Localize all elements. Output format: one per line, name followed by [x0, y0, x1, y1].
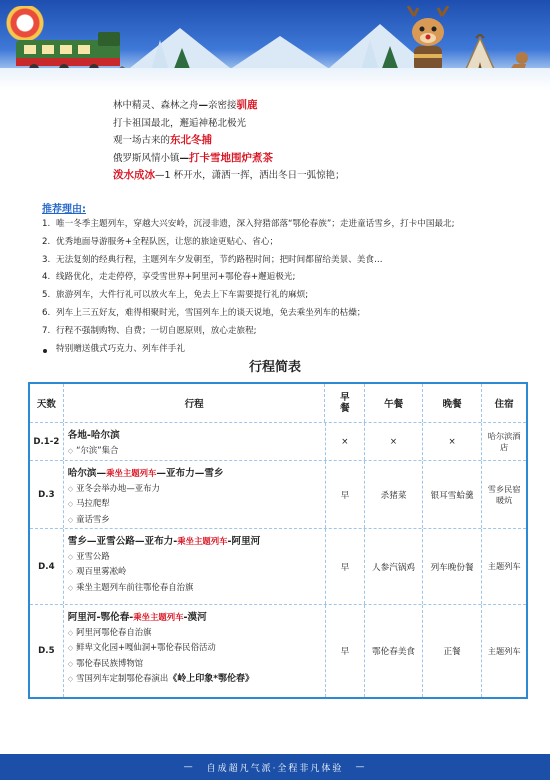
activity-item: [68, 564, 127, 579]
activity-text: 鲜卑文化园+嘎仙洞+鄂伦春民俗活动: [76, 642, 216, 653]
reason-item: 5. 旅游列车，大件行礼可以放火车上，免去上下车需要提行礼的麻烦;: [42, 290, 309, 301]
activity-text: 亚雪公路: [76, 551, 110, 561]
reason-text: 行程不强制购物、自费；一切自愿原则，放心走旅程;: [56, 325, 257, 336]
diamond-icon: ◇: [67, 553, 74, 561]
activity-item: [68, 481, 160, 496]
route-title-highlight: 乘坐主题列车: [177, 536, 228, 546]
activity-text: 童话雪乡: [76, 513, 110, 524]
breakfast-cell: ×: [326, 423, 366, 460]
reason-extra-text: 特别赠送俄式巧克力、列车伴手礼: [56, 343, 185, 354]
activity-text: “尔滨”集合: [76, 445, 119, 455]
diamond-icon: ◇: [67, 675, 74, 684]
activity-text: 乘坐主题列车前往鄂伦春自治旗: [76, 581, 194, 592]
route-title-text: 各地-哈尔滨: [67, 430, 120, 441]
activity-text: 雪国列车定制鄂伦春演出: [76, 673, 169, 684]
activity-item: [68, 512, 110, 527]
reason-item: 3. 无法复刻的经典行程，主题列车夕发朝至，节约路程时间；把时间都留给美景、美食…: [42, 254, 383, 265]
activity-item: [68, 656, 143, 671]
header-day: 天数: [30, 384, 64, 422]
intro-line: [113, 167, 533, 185]
intro-highlight: 驯鹿: [236, 99, 258, 111]
activity-text: 马拉爬犁: [76, 498, 110, 509]
itinerary-table: [28, 382, 528, 699]
diamond-icon: ◇: [67, 644, 74, 653]
route-title-text: -漠河: [183, 612, 207, 623]
intro-text: 观一场古来的: [113, 135, 171, 147]
route-cell: [64, 529, 326, 604]
lunch-cell: 鄂伦春美食: [365, 605, 423, 697]
table-row: [30, 461, 526, 529]
lunch-cell: 杀猪菜: [365, 461, 423, 528]
reason-item: 2. 优秀地面导游服务+全程队医，让您的旅途更贴心、省心；: [42, 236, 279, 247]
route-title-text: 阿里河-鄂伦春-: [67, 612, 134, 623]
intro-text: —1 杯开水，潇洒一挥，洒出冬日一弧惊艳；: [155, 170, 345, 182]
reason-text: 线路优化，走走停停，享受雪世界+阿里河+鄂伦春+邂逅极光;: [56, 272, 296, 283]
route-title: [68, 533, 261, 547]
route-title-text: 哈尔滨—: [67, 468, 107, 479]
dinner-cell: 列车晚份餐: [423, 529, 483, 604]
dinner-cell: ×: [423, 423, 483, 460]
footer-dash-left: —: [183, 762, 195, 772]
reason-text: 旅游列车，大件行礼可以放火车上，免去上下车需要提行礼的麻烦;: [56, 290, 309, 301]
table-row: [30, 529, 526, 605]
day-cell: D.3: [30, 461, 64, 528]
footer-bar: [0, 754, 550, 780]
intro-text: 林中精灵、森林之舟: [113, 100, 199, 111]
itinerary-title: 行程简表: [248, 360, 301, 375]
dinner-cell: 正餐: [423, 605, 483, 697]
route-title: [68, 609, 207, 623]
intro-highlight: 东北冬捕: [170, 134, 213, 147]
reason-text: 无法复刻的经典行程，主题列车夕发朝至，节约路程时间；把时间都留给美景、美食…: [56, 254, 383, 265]
day-cell: D.4: [30, 529, 64, 604]
header-banner: [0, 0, 550, 90]
footer-slogan: 自成超凡气派·全程非凡体验: [206, 763, 344, 774]
reason-item: 6. 列车上三五好友，难得相聚时光，雪国列车上的谈天说地，免去乘坐列车的枯燥；: [42, 307, 366, 318]
header-breakfast: 早餐: [325, 384, 365, 422]
header-lunch: 午餐: [365, 384, 423, 422]
reason-item: 7. 行程不强制购物、自费；一切自愿原则，放心走旅程;: [42, 325, 257, 336]
diamond-icon: ◇: [67, 485, 74, 493]
activity-text: 亚冬会举办地—亚布力: [76, 483, 160, 493]
route-title: [68, 465, 224, 479]
header-dinner: 晚餐: [423, 384, 483, 422]
intro-highlight: 泼水成冰: [113, 169, 155, 182]
intro-line: [113, 97, 533, 115]
intro-text: 打卡祖国最北，邂逅神秘北极光: [113, 117, 247, 129]
route-cell: [64, 605, 326, 697]
activity-item: [68, 640, 216, 655]
intro-line: [113, 150, 533, 168]
activity-item: [68, 671, 254, 686]
activity-item: [68, 580, 194, 595]
activity-item: [68, 443, 119, 458]
reason-text: 唯一冬季主题列车，穿越大兴安岭，沉浸非遗，深入狩猎部落“鄂伦春族”；走进童话雪乡，打卡中国最北;: [56, 219, 455, 229]
reasons-list: [42, 216, 542, 358]
route-title-text: —亚布力—雪乡: [156, 468, 224, 479]
activity-text: 观百里雾凇岭: [76, 566, 127, 577]
route-title-highlight: 乘坐主题列车: [106, 468, 157, 478]
intro-line: [113, 115, 533, 133]
stay-cell: 主题列车: [487, 561, 521, 571]
lunch-cell: ×: [365, 423, 423, 460]
footer-dash-right: —: [355, 762, 367, 772]
route-title-highlight: 乘坐主题列车: [133, 612, 184, 622]
dinner-cell: 银耳雪蛤羹: [423, 461, 483, 528]
route-title-text: -阿里河: [227, 536, 261, 547]
activity-item: [68, 496, 110, 511]
stay-cell: 雪乡民宿暖炕: [487, 483, 521, 505]
diamond-icon: ◇: [67, 629, 74, 637]
intro-dash: —: [198, 100, 209, 111]
reason-item: 4. 线路优化，走走停停，享受雪世界+阿里河+鄂伦春+邂逅极光;: [42, 272, 296, 283]
breakfast-cell: 早: [326, 605, 366, 697]
intro-text: 亲密接: [208, 100, 237, 111]
route-cell: [64, 461, 326, 528]
lunch-cell: 人参汽锅鸡: [365, 529, 423, 604]
intro-highlight: 打卡雪地围炉煮茶: [189, 151, 274, 164]
intro-line: [113, 132, 533, 150]
reason-text: 列车上三五好友，难得相聚时光，雪国列车上的谈天说地，免去乘坐列车的枯燥；: [56, 307, 366, 318]
snow-ground: [0, 68, 550, 90]
intro-section: [113, 97, 533, 185]
diamond-icon: ◇: [67, 500, 74, 509]
reasons-title: 推荐理由:: [42, 204, 86, 215]
route-cell: [64, 423, 326, 460]
diamond-icon: ◇: [67, 515, 74, 524]
reason-text: 优秀地面导游服务+全程队医，让您的旅途更贴心、省心；: [56, 236, 279, 247]
day-cell: D.1-2: [30, 423, 64, 460]
stay-cell: 哈尔滨酒店: [487, 430, 521, 452]
activity-text: 鄂伦春民族博物馆: [76, 657, 144, 668]
breakfast-cell: 早: [326, 461, 366, 528]
header-route: 行程: [64, 384, 326, 422]
reason-item: 1. 唯一冬季主题列车，穿越大兴安岭，沉浸非遗，深入狩猎部落“鄂伦春族”；走进童话雪乡，打卡中国最北;: [42, 219, 455, 229]
diamond-icon: ◇: [67, 659, 74, 668]
table-row: [30, 605, 526, 697]
table-header-row: [30, 384, 526, 423]
route-title: [68, 427, 120, 441]
table-row: [30, 423, 526, 461]
diamond-icon: ◇: [67, 447, 74, 455]
activity-text: 阿里河鄂伦春自治旗: [76, 627, 152, 637]
diamond-icon: ◇: [67, 568, 74, 577]
stay-cell: 主题列车: [487, 645, 521, 656]
intro-dash: —: [179, 152, 190, 164]
activity-item: [68, 625, 152, 640]
day-cell: D.5: [30, 605, 64, 697]
show-name: 《岭上印象*鄂伦春》: [168, 674, 254, 685]
intro-text: 俄罗斯风情小镇: [113, 152, 180, 164]
route-title-text: 雪乡—亚雪公路—亚布力-: [67, 536, 178, 547]
header-stay: 住宿: [494, 399, 514, 410]
activity-item: [68, 549, 110, 564]
bullet-dot: [43, 349, 47, 353]
breakfast-cell: 早: [326, 529, 366, 604]
diamond-icon: ◇: [67, 583, 74, 592]
